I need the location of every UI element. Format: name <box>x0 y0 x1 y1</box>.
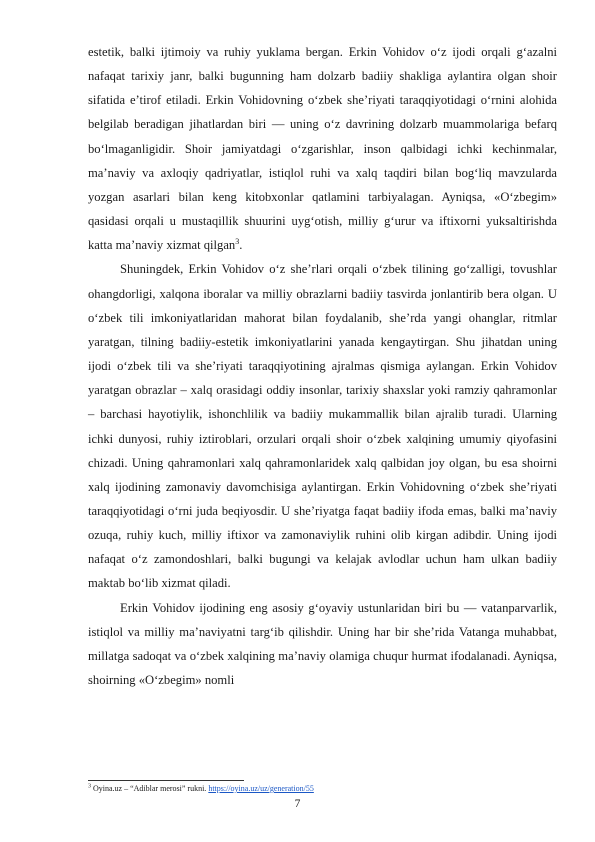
footnote <box>88 783 314 794</box>
footnote-text: Oyina.uz – “Adiblar merosi” rukni. <box>91 784 209 793</box>
paragraph-1-tail: . <box>239 238 243 253</box>
paragraph-2-text: Shuningdek, Erkin Vohidov o‘z she’rlari orqali o‘zbek tilining go‘zalligi, tovushlar ohangdorligi, xalqona iboralar va milliy obrazlarni badiiy tasvirda jonlantirib bera olgan. U o‘zbek tili imkoniyatlaridan mahorat bilan foydalanib, she’rda yangi ohanglar, ritmlar yaratgan, tilning badiiy-estetik imkoniyatlarini yanada kengaytirgan. Shu jihatdan uning ijodi o‘zbek tili va she’riyati taraqqiyotining ajralmas qismiga aylangan. Erkin Vohidov yaratgan obrazlar – xalq orasidagi oddiy insonlar, tarixiy shaxslar yoki ramziy qahramonlar – barchasi hayotiylik, ishonchlilik va badiiy mukammallik bilan ajralib turadi. Ularning ichki dunyosi, ruhiy iztiroblari, orzulari orqali shoir o‘zbek xalqining umumiy qiyofasini chizadi. Uning qahramonlari xalq qahramonlaridek xalq qalbidan joy olgan, bu esa shoirni xalq ijodining zamonaviy davomchisiga aylantirgan. Erkin Vohidovning o‘zbek she’riyati taraqqiyotidagi o‘rni juda beqiyosdir. U she’riyatga faqat badiiy ifoda emas, balki ma’naviy ozuqa, ruhiy kuch, milliy iftixor va zamonaviylik ruhini olib kirgan adibdir. Uning ijodi nafaqat o‘z zamondoshlari, balki bugungi va kelajak avlodlar uchun ham ulkan badiiy maktab bo‘lib xizmat qiladi. <box>88 262 557 591</box>
paragraph-3 <box>88 596 557 693</box>
page-number: 7 <box>294 798 301 810</box>
paragraph-3-text: Erkin Vohidov ijodining eng asosiy g‘oyaviy ustunlaridan biri bu — vatanparvarlik, istiqlol va milliy ma’naviyatni targ‘ib qilishdir. Uning har bir she’rida Vatanga muhabbat, millatga sadoqat va o‘zbek xalqining ma’naviy olamiga chuqur hurmat ifodalanadi. Ayniqsa, shoirning «O‘zbegim» nomli <box>88 600 557 688</box>
footnote-separator <box>88 780 244 781</box>
footnote-marker: 3 <box>88 783 91 790</box>
paragraph-1 <box>88 40 557 257</box>
footnote-reference[interactable]: 3 <box>235 237 240 247</box>
paragraph-1-text: estetik, balki ijtimoiy va ruhiy yuklama bergan. Erkin Vohidov o‘z ijodi orqali g‘azalni nafaqat tarixiy janr, balki bugunning ham dolzarb badiiy shakliga aylantira olgan shoir sifatida e’tirof etiladi. Erkin Vohidovning o‘zbek she’riyati taraqqiyotidagi o‘rnini alohida belgilab beradigan jihatlardan biri — uning o‘z davrining dolzarb muammolariga befarq bo‘lmaganligidir. Shoir jamiyatdagi o‘zgarishlar, inson qalbidagi ichki kechinmalar, ma’naviy va axloqiy qadriyatlar, istiqlol ruhi va xalq taqdiri bilan bog‘liq mavzularda yozgan asarlari bilan keng kitobxonlar qatlamini tarbiyalagan. Ayniqsa, «O‘zbegim» qasidasi orqali u mustaqillik shuurini uyg‘otish, milliy g‘urur va iftixorni yuksaltirishda katta ma’naviy xizmat qilgan <box>88 45 557 253</box>
paragraph-2 <box>88 257 557 595</box>
footnote-link[interactable]: https://oyina.uz/uz/generation/55 <box>208 784 314 793</box>
document-body <box>88 40 557 692</box>
